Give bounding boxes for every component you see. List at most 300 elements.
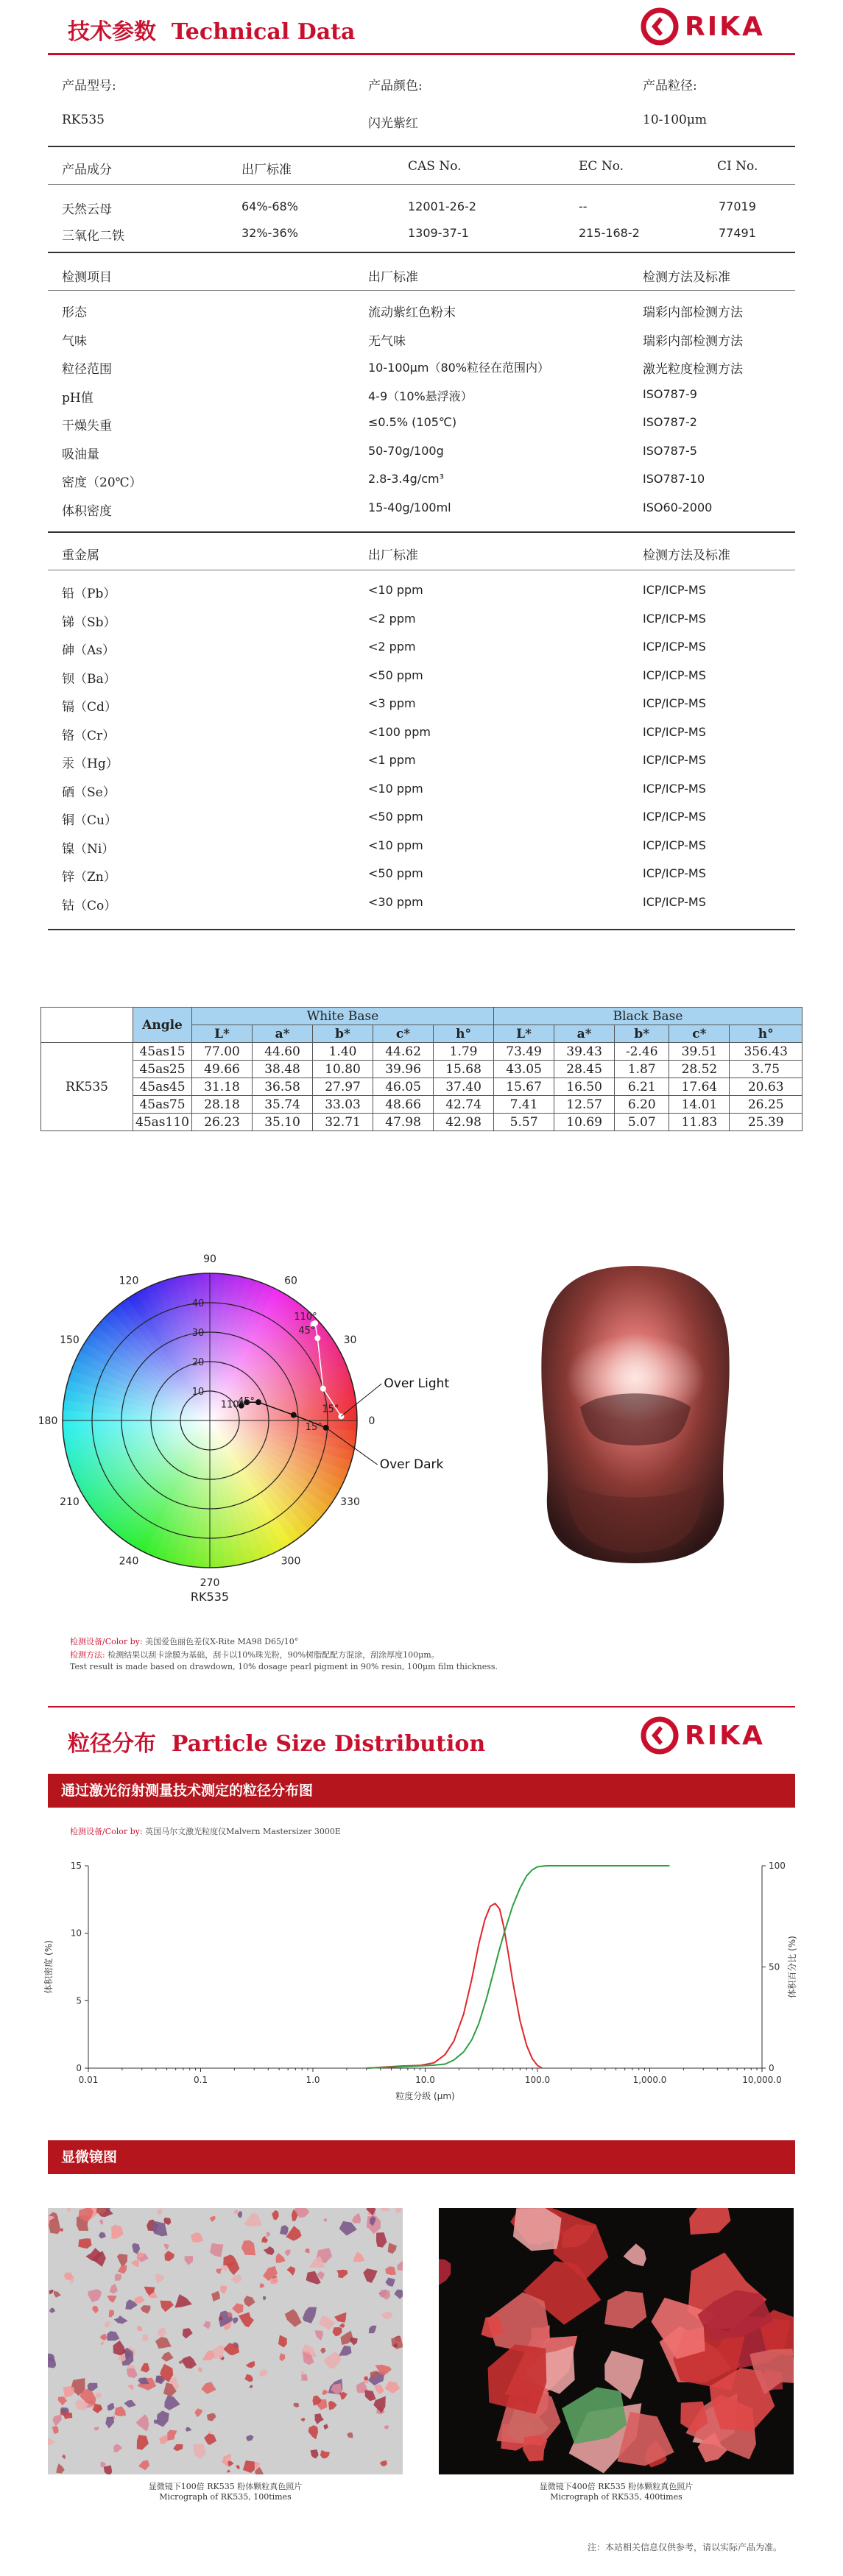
color-label: 产品颜色:: [368, 79, 423, 93]
flake: [96, 2393, 102, 2399]
flake: [249, 2385, 253, 2388]
table-cell: 形态: [62, 305, 87, 320]
flake: [259, 2369, 268, 2377]
flake: [232, 2303, 244, 2314]
flake: [130, 2260, 139, 2268]
table-cell: 汞（Hg）: [62, 757, 119, 771]
table-cell: pH值: [62, 390, 94, 406]
flake: [63, 2386, 75, 2398]
flake: [369, 2326, 377, 2334]
micrograph-400x: [439, 2208, 794, 2474]
polar-point: [323, 1425, 329, 1431]
table-cell: 干燥失重: [62, 419, 112, 434]
comp-header-0: 产品成分: [62, 163, 112, 177]
flake: [164, 2396, 180, 2410]
table-cell: 砷（As）: [62, 643, 116, 658]
flake: [394, 2290, 403, 2299]
flake: [52, 2415, 62, 2427]
table-cell: 钡（Ba）: [62, 671, 116, 687]
micrograph-400x-image: [439, 2208, 794, 2474]
flake: [161, 2352, 174, 2362]
value-cell: 35.74: [253, 1096, 313, 1114]
table-cell: 瑞彩内部检测方法: [643, 305, 743, 320]
table-row: [41, 1061, 803, 1078]
flake: [99, 2232, 106, 2239]
flake: [104, 2321, 110, 2328]
flake: [353, 2251, 364, 2262]
flake: [285, 2309, 302, 2326]
psd-banner: 通过激光衍射测量技术测定的粒径分布图: [48, 1774, 795, 1808]
flake: [322, 2390, 328, 2395]
table-row: [41, 1096, 803, 1114]
flake: [142, 2334, 149, 2340]
flake: [333, 2327, 342, 2337]
flake: [104, 2466, 113, 2475]
color-method-note: 检测方法: 检测结果以刮卡涂膜为基础，刮卡以10%珠光粉，90%树脂配配方混涂，刮涂厚度100μm。: [70, 1650, 440, 1660]
flake: [78, 2238, 91, 2248]
flake: [127, 2385, 133, 2391]
value-cell: 32.71: [313, 1114, 373, 1131]
value-cell: 15.68: [434, 1061, 494, 1078]
psd-title: 粒径分布 Particle Size Distribution: [68, 1731, 486, 1757]
flake: [157, 2410, 169, 2427]
flake: [113, 2444, 122, 2453]
color-device-note: 检测设备/Color by: 美国爱色丽色差仪X-Rite MA98 D65/10°: [70, 1637, 299, 1646]
angle-label: 90: [203, 1253, 216, 1265]
table-cell: <30 ppm: [368, 894, 423, 909]
flake: [100, 2462, 106, 2468]
color-data-table: [40, 1007, 803, 1131]
flake: [488, 2344, 547, 2414]
color-value: 闪光紫红: [368, 116, 418, 131]
flake: [363, 2268, 377, 2283]
flake: [137, 2435, 149, 2449]
divider: [48, 531, 795, 533]
flake: [301, 2371, 305, 2374]
value-cell: 44.60: [253, 1043, 313, 1061]
table-cell: ICP/ICP-MS: [643, 866, 706, 880]
table-cell: ICP/ICP-MS: [643, 583, 706, 597]
flake: [64, 2412, 72, 2419]
flake: [100, 2334, 107, 2341]
flake: [244, 2296, 255, 2307]
flake: [323, 2352, 341, 2368]
angle-label: 270: [200, 1577, 220, 1589]
flake: [233, 2317, 238, 2324]
comp-header-3: EC No.: [579, 159, 624, 174]
value-cell: 15.67: [494, 1078, 554, 1096]
flake: [114, 2315, 128, 2324]
tests-header-1: 出厂标准: [368, 270, 418, 285]
table-cell: ISO60-2000: [643, 500, 713, 514]
flake: [167, 2430, 177, 2441]
flake: [213, 2345, 225, 2359]
flake: [364, 2376, 368, 2380]
table-cell: ICP/ICP-MS: [643, 838, 706, 852]
table-cell: 4-9（10%悬浮液）: [368, 389, 473, 403]
flake: [115, 2274, 121, 2281]
flake: [239, 2313, 254, 2328]
flake: [49, 2308, 55, 2313]
table-cell: 50-70g/100g: [368, 443, 444, 458]
flake: [118, 2265, 127, 2274]
flake: [243, 2460, 255, 2473]
flake: [56, 2463, 65, 2473]
color-sample-panel: [536, 1260, 735, 1569]
polar-point: [320, 1386, 326, 1392]
angle-cell: 45as75: [133, 1096, 192, 1114]
flake: [439, 2259, 451, 2286]
flake: [315, 2413, 324, 2424]
table-cell: 体积密度: [62, 503, 112, 519]
value-cell: 39.43: [554, 1043, 615, 1061]
flake: [233, 2209, 239, 2214]
color-col-header: b*: [615, 1025, 669, 1043]
flake: [376, 2232, 387, 2248]
flake: [54, 2291, 61, 2298]
table-cell: <10 ppm: [368, 838, 423, 852]
flake: [260, 2283, 265, 2288]
flake: [324, 2424, 328, 2430]
flake: [278, 2335, 287, 2348]
value-cell: 17.64: [669, 1078, 730, 1096]
ring-label: 10: [191, 1387, 205, 1398]
flake: [208, 2431, 212, 2434]
color-col-header: h°: [434, 1025, 494, 1043]
flake: [114, 2406, 126, 2416]
table-cell: <50 ppm: [368, 810, 423, 824]
flake: [228, 2461, 234, 2467]
value-cell: -2.46: [615, 1043, 669, 1061]
value-cell: 10.69: [554, 1114, 615, 1131]
polar-point: [314, 1335, 320, 1341]
particle-size-chart: [29, 1844, 825, 2127]
footer-disclaimer: 注：本站相关信息仅供参考，请以实际产品为准。: [588, 2542, 783, 2552]
flake: [624, 2243, 646, 2266]
value-cell: 48.66: [373, 1096, 434, 1114]
table-cell: ICP/ICP-MS: [643, 724, 706, 739]
flake: [241, 2240, 255, 2255]
flake: [163, 2243, 169, 2250]
light-point-label: 15°: [322, 1404, 339, 1415]
flake: [397, 2261, 403, 2271]
flake: [315, 2330, 323, 2340]
light-point-label: 45°: [298, 1326, 316, 1337]
value-cell: 46.05: [373, 1078, 434, 1096]
x-tick-label: 0.1: [193, 2075, 208, 2085]
table-cell: <3 ppm: [368, 696, 416, 710]
flake: [94, 2427, 99, 2431]
table-cell: 瑞彩内部检测方法: [643, 333, 743, 349]
flake: [107, 2296, 116, 2303]
angle-label: 240: [119, 1555, 139, 1568]
flake: [380, 2290, 391, 2300]
flake: [303, 2307, 317, 2324]
metals-header-1: 出厂标准: [368, 548, 418, 563]
value-cell: 33.03: [313, 1096, 373, 1114]
angle-label: 0: [368, 1415, 375, 1427]
comp-cell: 1309-37-1: [408, 226, 469, 240]
angle-cell: 45as45: [133, 1078, 192, 1096]
value-cell: 73.49: [494, 1043, 554, 1061]
flake: [689, 2208, 730, 2234]
table-cell: ISO787-5: [643, 443, 697, 458]
x-tick-label: 10.0: [415, 2075, 435, 2085]
flake: [395, 2208, 402, 2214]
model-value: RK535: [62, 113, 105, 127]
comp-header-4: CI No.: [717, 159, 758, 174]
rika-logo: RIKA: [639, 1715, 765, 1756]
flake: [110, 2284, 118, 2294]
value-cell: 49.66: [192, 1061, 253, 1078]
value-cell: 28.52: [669, 1061, 730, 1078]
value-cell: 31.18: [192, 1078, 253, 1096]
flake: [88, 2289, 101, 2302]
ring-label: 20: [191, 1357, 205, 1368]
flake: [347, 2432, 353, 2438]
flake: [523, 2435, 548, 2461]
flake: [280, 2353, 286, 2361]
y2-tick-label: 100: [769, 1861, 786, 1871]
microscope-banner: 显微镜图: [48, 2140, 795, 2174]
flake: [107, 2331, 120, 2340]
flake: [186, 2427, 192, 2432]
color-col-header: c*: [373, 1025, 434, 1043]
flake: [107, 2403, 115, 2410]
table-cell: ICP/ICP-MS: [643, 668, 706, 682]
flake: [211, 2291, 220, 2301]
flake: [236, 2465, 240, 2469]
flake: [185, 2256, 193, 2265]
size-label: 产品粒径:: [643, 79, 697, 93]
color-col-header: b*: [313, 1025, 373, 1043]
flake: [210, 2243, 223, 2257]
table-cell: 15-40g/100ml: [368, 500, 451, 514]
flake: [136, 2414, 149, 2431]
comp-cell: 77491: [719, 226, 756, 240]
polar-color-chart: [29, 1236, 486, 1604]
flake: [388, 2243, 397, 2254]
x-tick-label: 1,000.0: [632, 2075, 667, 2085]
header-rule: [48, 53, 795, 55]
angle-cell: 45as25: [133, 1061, 192, 1078]
table-cell: 铬（Cr）: [62, 728, 116, 743]
flake: [340, 2392, 348, 2400]
flake: [210, 2216, 216, 2222]
divider: [48, 1706, 795, 1708]
flake: [183, 2328, 193, 2338]
flake: [48, 2438, 55, 2445]
table-cell: <10 ppm: [368, 583, 423, 597]
flake: [391, 2337, 403, 2349]
value-cell: 39.51: [669, 1043, 730, 1061]
value-cell: 16.50: [554, 1078, 615, 1096]
flake: [334, 2313, 347, 2323]
table-cell: 激光粒度检测方法: [643, 362, 743, 377]
over-light-label: Over Light: [384, 1376, 450, 1391]
micrograph-100x-caption: 显微镜下100倍 RK535 粉体颗粒真色照片 Micrograph of RK535, 100times: [148, 2482, 303, 2502]
table-cell: ISO787-2: [643, 415, 697, 429]
angle-label: 210: [60, 1496, 80, 1508]
x-tick-label: 1.0: [306, 2075, 320, 2085]
table-cell: ISO787-9: [643, 386, 697, 401]
value-cell: 25.39: [730, 1114, 803, 1131]
divider: [48, 146, 795, 147]
flake: [320, 2450, 330, 2459]
flake: [272, 2210, 279, 2221]
flake: [194, 2408, 202, 2417]
flake: [99, 2220, 103, 2226]
value-cell: 27.97: [313, 1078, 373, 1096]
table-cell: <2 ppm: [368, 640, 416, 654]
angle-label: 150: [60, 1334, 80, 1346]
flake: [164, 2251, 174, 2261]
angle-label: 30: [343, 1334, 357, 1346]
value-cell: 12.57: [554, 1096, 615, 1114]
comp-cell: 77019: [719, 199, 756, 213]
flake: [127, 2368, 138, 2378]
cumulative-line: [367, 1866, 670, 2068]
rika-logo: RIKA: [639, 6, 765, 47]
flake: [301, 2374, 308, 2381]
flake: [159, 2435, 169, 2444]
table-cell: 吸油量: [62, 447, 99, 462]
flake: [381, 2208, 389, 2212]
color-col-header: L*: [494, 1025, 554, 1043]
comp-header-2: CAS No.: [408, 159, 462, 174]
value-cell: 28.45: [554, 1061, 615, 1078]
flake: [158, 2209, 163, 2215]
flake: [101, 2341, 104, 2345]
angle-label: 60: [284, 1275, 297, 1287]
flake: [264, 2246, 275, 2255]
table-cell: ICP/ICP-MS: [643, 753, 706, 767]
flake: [227, 2470, 230, 2473]
flake: [141, 2363, 149, 2373]
table-cell: ICP/ICP-MS: [643, 894, 706, 909]
flake: [155, 2337, 172, 2349]
flake: [365, 2390, 376, 2401]
value-cell: 28.18: [192, 1096, 253, 1114]
product-cell: RK535: [41, 1043, 133, 1131]
value-cell: 3.75: [730, 1061, 803, 1078]
flake: [67, 2208, 71, 2212]
flake: [339, 2221, 357, 2236]
flake: [181, 2356, 197, 2368]
flake: [263, 2296, 266, 2301]
table-cell: <50 ppm: [368, 866, 423, 880]
flake: [62, 2455, 66, 2460]
angle-label: 180: [38, 1415, 58, 1427]
micrograph-100x-image: [48, 2208, 403, 2474]
value-cell: 44.62: [373, 1043, 434, 1061]
table-cell: 硒（Se）: [62, 785, 116, 800]
y2-tick-label: 50: [769, 1961, 780, 1972]
flake: [286, 2226, 301, 2241]
angle-cell: 45as15: [133, 1043, 192, 1061]
flake: [109, 2310, 115, 2317]
value-cell: 35.10: [253, 1114, 313, 1131]
flake: [350, 2338, 358, 2346]
polar-point: [255, 1399, 261, 1405]
flake: [323, 2218, 327, 2222]
black-base-header: Black Base: [494, 1008, 803, 1025]
flake: [385, 2278, 395, 2287]
table-row: [41, 1043, 803, 1061]
flake: [319, 2316, 336, 2331]
value-cell: 20.63: [730, 1078, 803, 1096]
value-cell: 5.07: [615, 1114, 669, 1131]
table-cell: 无气味: [368, 333, 406, 349]
table-cell: ≤0.5% (105℃): [368, 415, 457, 429]
comp-header-1: 出厂标准: [241, 163, 292, 177]
flake: [385, 2266, 396, 2275]
flake: [135, 2296, 145, 2304]
table-cell: 2.8-3.4g/cm³: [368, 472, 445, 486]
angle-cell: 45as110: [133, 1114, 192, 1131]
rika-logo-icon: [639, 1715, 680, 1756]
flake: [111, 2225, 124, 2240]
table-cell: ICP/ICP-MS: [643, 781, 706, 796]
flake: [158, 2327, 166, 2338]
table-cell: 钴（Co）: [62, 898, 117, 913]
flake: [339, 2323, 345, 2327]
flake: [244, 2374, 253, 2382]
flake: [173, 2444, 183, 2451]
flake: [138, 2460, 149, 2471]
flake: [160, 2301, 174, 2313]
flake: [275, 2253, 285, 2262]
color-english-note: Test result is made based on drawdown, 10% dosage pearl pigment in 90% resin, 100μm film thickness.: [70, 1662, 498, 1671]
flake: [216, 2268, 222, 2274]
flake: [244, 2212, 262, 2226]
comp-cell: --: [579, 199, 588, 213]
table-cell: <50 ppm: [368, 668, 423, 682]
table-row: [41, 1078, 803, 1096]
y2-tick-label: 0: [769, 2063, 775, 2073]
polar-point: [291, 1412, 297, 1418]
flake: [194, 2444, 206, 2460]
flake: [300, 2418, 305, 2421]
value-cell: 42.98: [434, 1114, 494, 1131]
comp-cell: 12001-26-2: [408, 199, 476, 213]
flake: [308, 2425, 319, 2439]
y-tick-label: 5: [76, 1995, 82, 2006]
comp-cell: 215-168-2: [579, 226, 640, 240]
micrograph-400x-caption: 显微镜下400倍 RK535 粉体颗粒真色照片 Micrograph of RK535, 400times: [539, 2482, 694, 2502]
flake: [384, 2425, 389, 2430]
value-cell: 43.05: [494, 1061, 554, 1078]
value-cell: 14.01: [669, 1096, 730, 1114]
table-cell: ISO787-10: [643, 472, 705, 486]
table-cell: 锑（Sb）: [62, 615, 116, 630]
flake: [58, 2396, 67, 2405]
angle-header: Angle: [133, 1008, 192, 1043]
page-title: 技术参数 Technical Data: [68, 19, 356, 45]
color-col-header: a*: [253, 1025, 313, 1043]
value-cell: 47.98: [373, 1114, 434, 1131]
dark-point-label: 110°: [220, 1399, 244, 1411]
dark-point-label: 15°: [305, 1421, 322, 1433]
white-base-header: White Base: [192, 1008, 494, 1025]
color-col-header: L*: [192, 1025, 253, 1043]
color-col-header: c*: [669, 1025, 730, 1043]
flake: [246, 2435, 254, 2441]
flake: [49, 2290, 54, 2295]
flake: [198, 2367, 202, 2373]
value-cell: 26.25: [730, 1096, 803, 1114]
flake: [287, 2266, 295, 2276]
